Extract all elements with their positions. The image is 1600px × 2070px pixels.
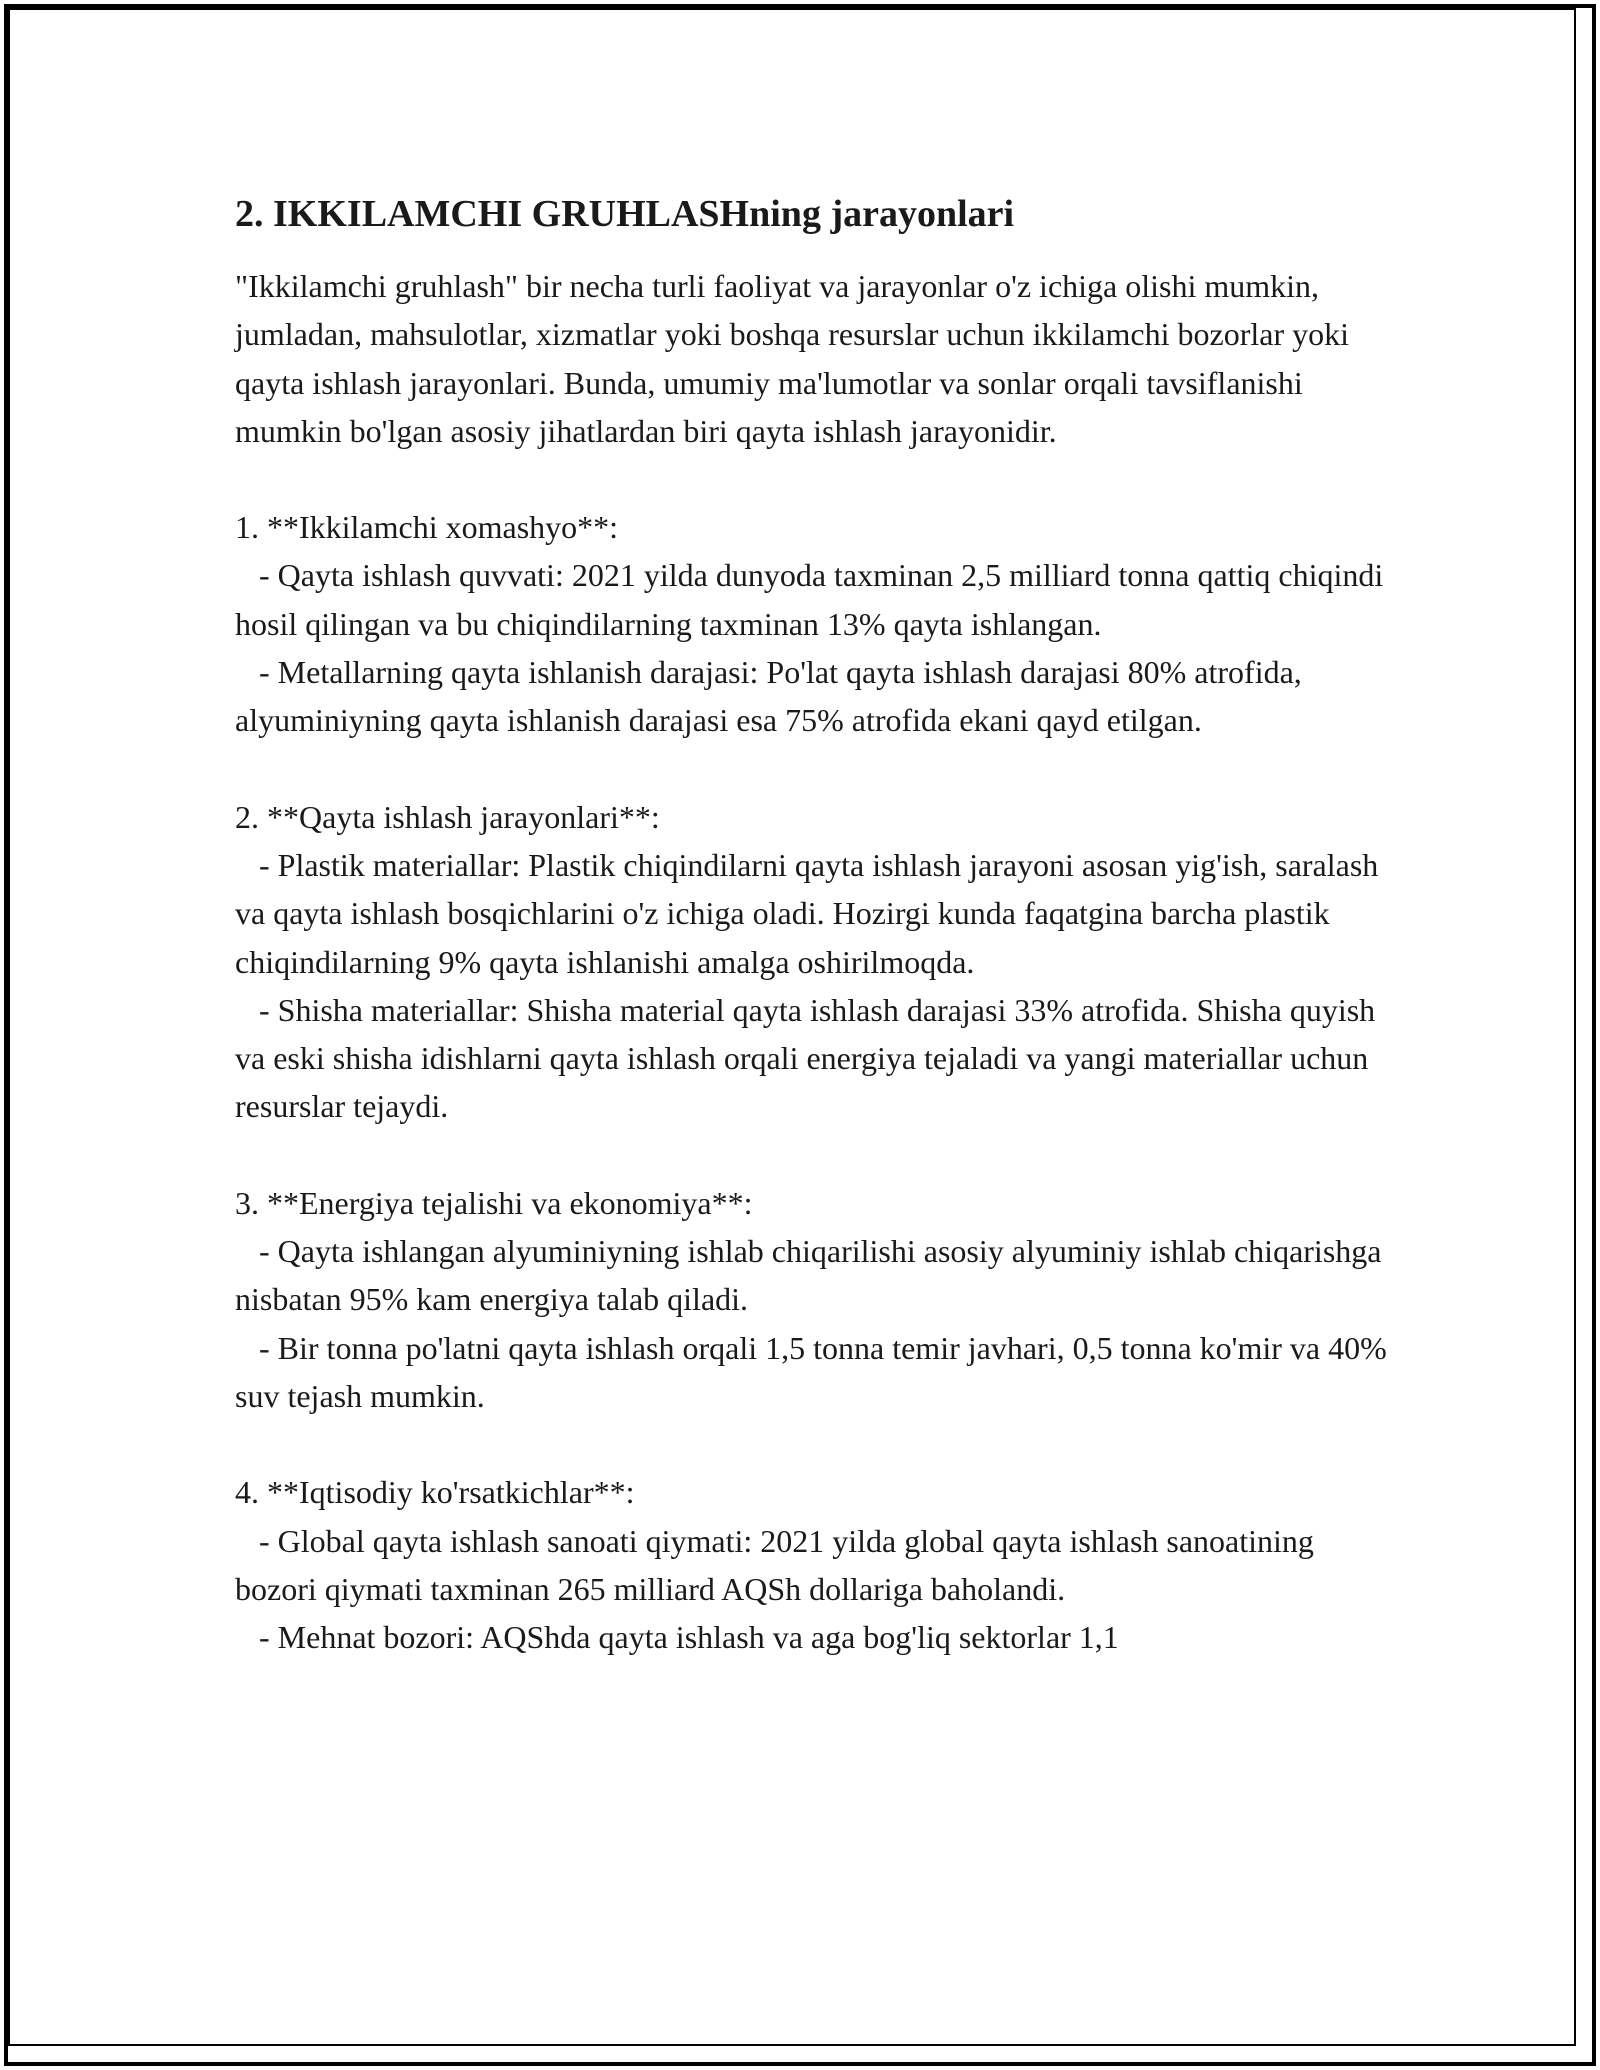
document-body <box>235 188 1395 1661</box>
section-heading: 1. **Ikkilamchi xomashyo**: <box>235 509 619 546</box>
section-item: - Plastik materiallar: Plastik chiqindilarni qayta ishlash jarayoni asosan yig'ish, saralash va qayta ishlash bosqichlarini o'z ichiga oladi. Hozirgi kunda faqatgina barcha plastik chiqindilarning 9% qayta ishlanishi amalga oshirilmoqda. <box>235 846 1387 980</box>
section-heading: 4. **Iqtisodiy ko'rsatkichlar**: <box>235 1474 635 1511</box>
section-spacer <box>235 1131 1395 1179</box>
section-item: - Qayta ishlash quvvati: 2021 yilda dunyoda taxminan 2,5 milliard tonna qattiq chiqindi hosil qilingan va bu chiqindilarning taxminan 13% qayta ishlangan. <box>235 557 1392 642</box>
section-item: - Bir tonna po'latni qayta ishlash orqali 1,5 tonna temir javhari, 0,5 tonna ko'mir va 40% suv tejash mumkin. <box>235 1329 1395 1414</box>
section-3 <box>235 1179 1395 1420</box>
section-4 <box>235 1468 1395 1661</box>
section-heading: 3. **Energiya tejalishi va ekonomiya**: <box>235 1184 753 1221</box>
section-item: - Metallarning qayta ishlanish darajasi: Po'lat qayta ishlash darajasi 80% atrofida, alyuminiyning qayta ishlanish darajasi esa 75% atrofida ekani qayd etilgan. <box>235 654 1310 739</box>
section-item: - Global qayta ishlash sanoati qiymati: 2021 yilda global qayta ishlash sanoatining bozori qiymati taxminan 265 milliard AQSh dollariga baholandi. <box>235 1522 1322 1607</box>
section-item: - Qayta ishlangan alyuminiyning ishlab chiqarilishi asosiy alyuminiy ishlab chiqarishga nisbatan 95% kam energiya talab qiladi. <box>235 1233 1390 1318</box>
section-1 <box>235 503 1395 744</box>
section-heading: 2. **Qayta ishlash jarayonlari**: <box>235 798 660 835</box>
section-spacer <box>235 455 1395 503</box>
section-item: - Mehnat bozori: AQShda qayta ishlash va aga bog'liq sektorlar 1,1 <box>235 1619 1119 1656</box>
section-2 <box>235 793 1395 1131</box>
section-spacer <box>235 1420 1395 1468</box>
document-title: 2. IKKILAMCHI GRUHLASHning jarayonlari <box>235 193 1015 235</box>
intro-paragraph: "Ikkilamchi gruhlash" bir necha turli faoliyat va jarayonlar o'z ichiga olishi mumkin, jumladan, mahsulotlar, xizmatlar yoki boshqa resurslar uchun ikkilamchi bozorlar yoki qayta ishlash jarayonlari. Bunda, umumiy ma'lumotlar va sonlar orqali tavsiflanishi mumkin bo'lgan asosiy jihatlardan biri qayta ishlash jarayonidir. <box>235 268 1349 449</box>
section-spacer <box>235 745 1395 793</box>
section-item: - Shisha materiallar: Shisha material qayta ishlash darajasi 33% atrofida. Shisha quyish va eski shisha idishlarni qayta ishlash orqali energiya tejaladi va yangi materiallar uchun resurslar tejaydi. <box>235 991 1384 1125</box>
